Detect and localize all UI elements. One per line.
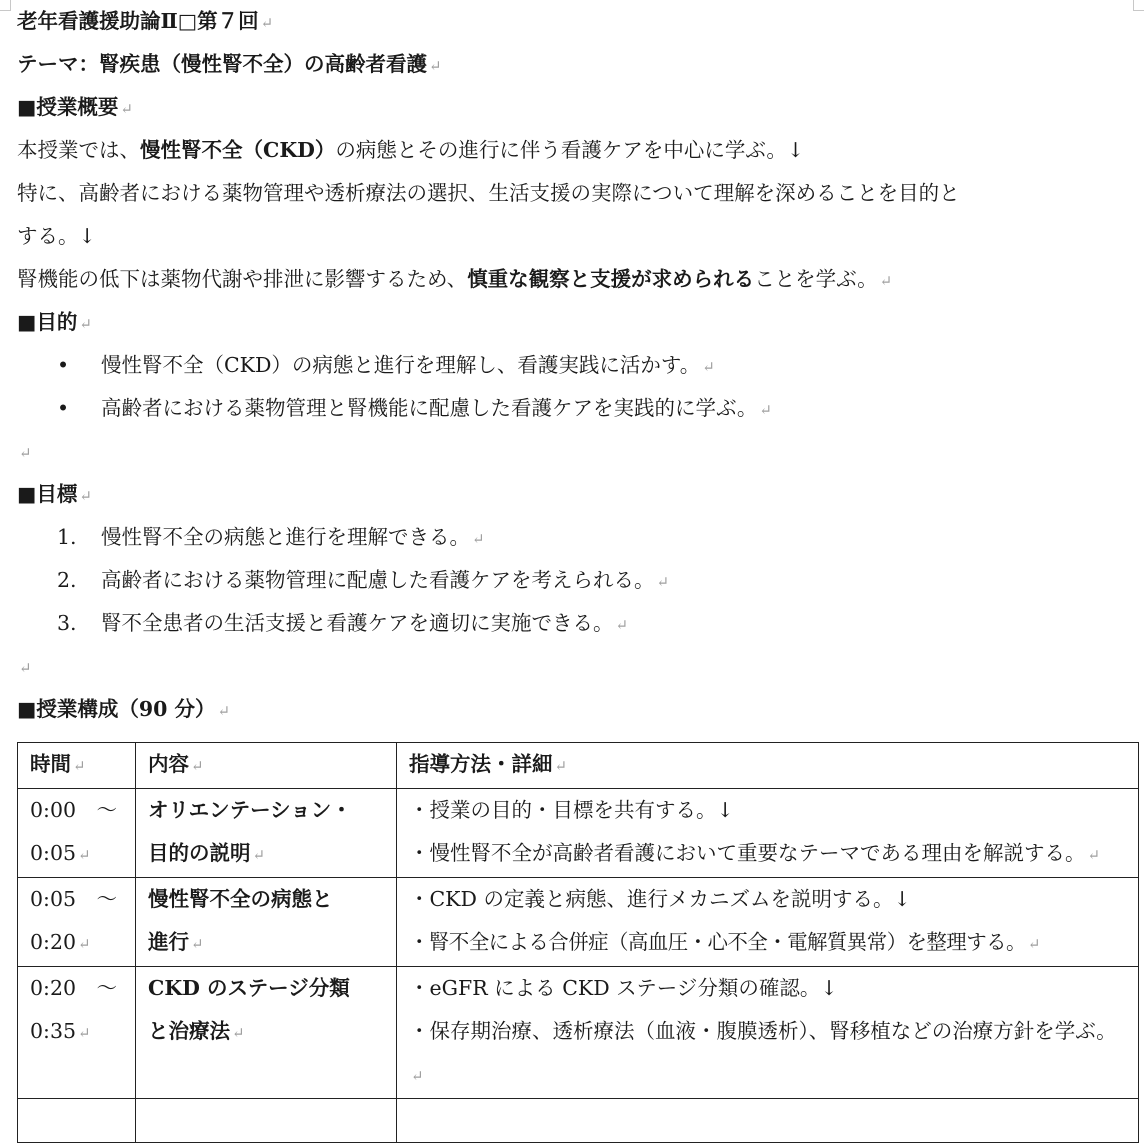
goals-list [17,516,1144,645]
table-header-row [18,743,1139,789]
overview-paragraph-3: 腎機能の低下は薬物代謝や排泄に影響するため、慎重な観察と支援が求められることを学ぶ。 ↵ [17,267,893,291]
goal-item: 3. 腎不全患者の生活支援と看護ケアを適切に実施できる。 ↵ [57,611,629,635]
table-row [18,967,1139,1099]
column-header-detail: 指導方法・詳細 ↵ [397,743,1139,789]
detail-cell: ・CKD の定義と病態、進行メカニズムを説明する。↓ ・腎不全による合併症（高血圧・心不全・電解質異常）を整理する。 ↵ [397,878,1139,967]
bullet-icon: • [57,353,70,377]
goal-item: 1. 慢性腎不全の病態と進行を理解できる。 ↵ [57,525,485,549]
overview-paragraph-2-line-2: する。↓ [17,224,96,248]
purpose-heading: ■目的 ↵ [17,310,92,334]
detail-cell: ・授業の目的・目標を共有する。↓ ・慢性腎不全が高齢者看護において重要なテーマである理由を解説する。 ↵ [397,789,1139,878]
table-row [18,1099,1139,1143]
schedule-heading: ■授業構成（90 分） ↵ [17,697,231,721]
schedule-table [17,742,1139,1143]
time-cell: 0:05 ～ 0:20 ↵ [18,878,136,967]
time-cell: 0:00 ～ 0:05 ↵ [18,789,136,878]
time-cell: 0:20 ～ 0:35 ↵ [18,967,136,1099]
detail-cell: ・eGFR による CKD ステージ分類の確認。↓ ・保存期治療、透析療法（血液・腹膜透析）、腎移植などの治療方針を学ぶ。↵ [397,967,1139,1099]
goal-item: 2. 高齢者における薬物管理に配慮した看護ケアを考えられる。 ↵ [57,568,670,592]
bullet-icon: • [57,396,70,420]
content-cell: 慢性腎不全の病態と 進行 ↵ [136,878,397,967]
overview-paragraph-1: 本授業では、慢性腎不全（CKD）の病態とその進行に伴う看護ケアを中心に学ぶ。↓ [17,138,805,162]
content-cell: オリエンテーション・ 目的の説明 ↵ [136,789,397,878]
empty-paragraph: ↵ [19,444,32,462]
column-header-time: 時間 ↵ [18,743,136,789]
empty-paragraph: ↵ [19,659,32,677]
document-page [17,0,1144,1085]
table-row [18,789,1139,878]
purpose-item: • 慢性腎不全（CKD）の病態と進行を理解し、看護実践に活かす。 ↵ [17,344,1144,387]
purpose-list [17,344,1144,430]
content-cell: CKD のステージ分類 と治療法 ↵ [136,967,397,1099]
goals-heading: ■目標 ↵ [17,482,92,506]
overview-paragraph-2-line-1: 特に、高齢者における薬物管理や透析療法の選択、生活支援の実際について理解を深めることを目的と [17,181,960,205]
purpose-item: • 高齢者における薬物管理と腎機能に配慮した看護ケアを実践的に学ぶ。 ↵ [17,387,1144,430]
overview-heading: ■授業概要 ↵ [17,95,133,119]
theme-line: テーマ：腎疾患（慢性腎不全）の高齢者看護 ↵ [17,52,442,76]
table-row [18,878,1139,967]
corner-crop-mark-left [0,0,11,11]
column-header-content: 内容 ↵ [136,743,397,789]
course-title: 老年看護援助論Ⅱ□第７回 ↵ [17,9,274,33]
